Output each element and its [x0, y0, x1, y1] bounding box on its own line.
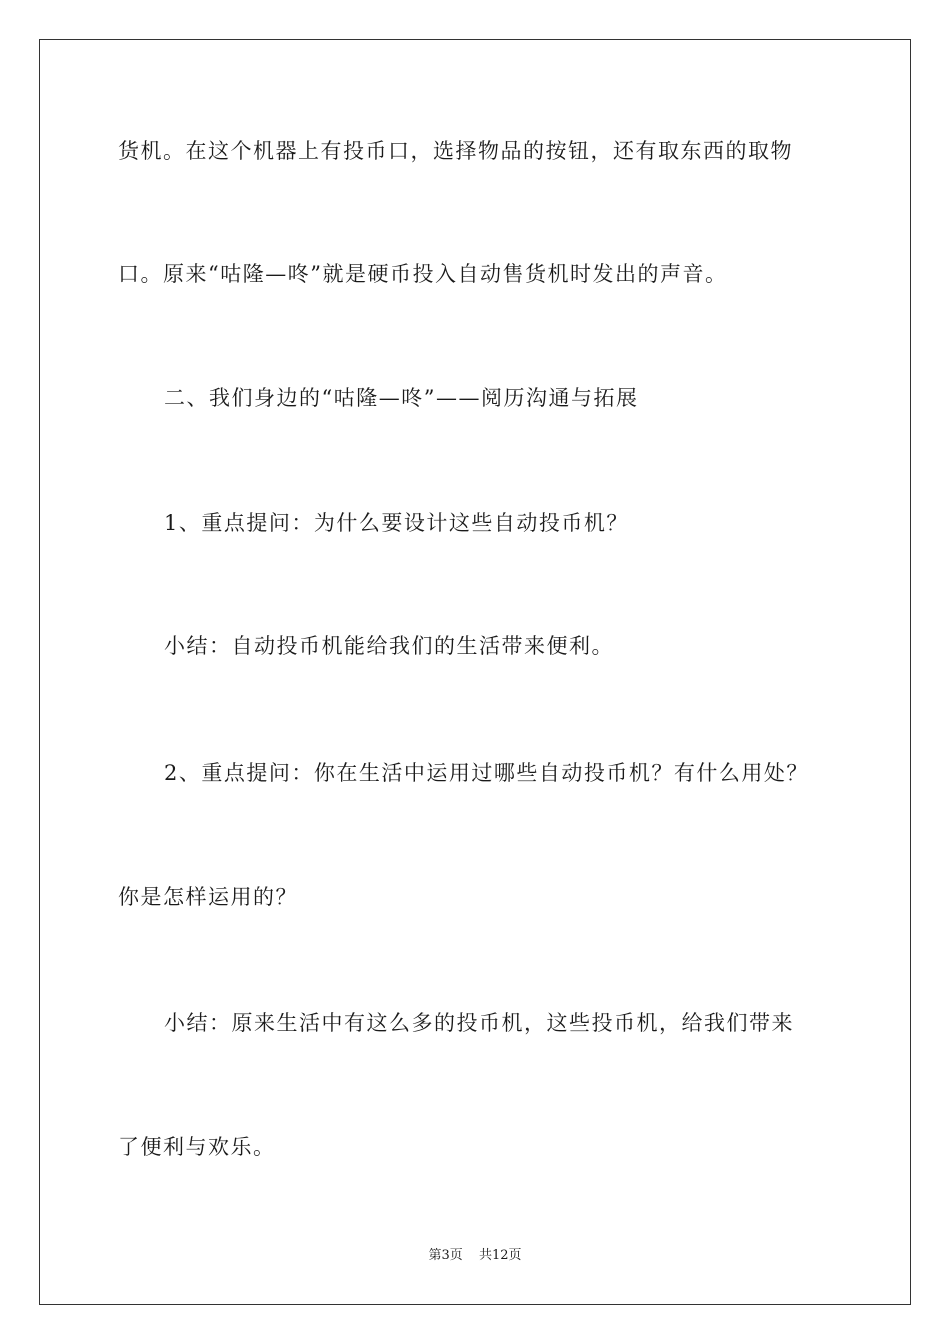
page-number: 第3页 — [428, 1248, 463, 1263]
summary-2: 小结：原来生活中有这么多的投币机，这些投币机，给我们带来 — [164, 1011, 794, 1035]
page-total: 共12页 — [478, 1248, 522, 1263]
question-2-continued: 你是怎样运用的？ — [118, 885, 298, 909]
question-1: 1、重点提问：为什么要设计这些自动投币机？ — [164, 511, 629, 535]
question-2: 2、重点提问：你在生活中运用过哪些自动投币机？有什么用处？ — [164, 761, 809, 785]
page-footer — [0, 1247, 950, 1265]
summary-1: 小结：自动投币机能给我们的生活带来便利。 — [164, 634, 614, 658]
page-frame — [39, 39, 911, 1305]
text-line-1: 货机。在这个机器上有投币口，选择物品的按钮，还有取东西的取物 — [118, 139, 793, 163]
section-heading: 二、我们身边的“咕隆—咚”——阅历沟通与拓展 — [164, 386, 639, 410]
summary-2-continued: 了便利与欢乐。 — [118, 1135, 276, 1159]
text-line-2: 口。原来“咕隆—咚”就是硬币投入自动售货机时发出的声音。 — [118, 262, 728, 286]
